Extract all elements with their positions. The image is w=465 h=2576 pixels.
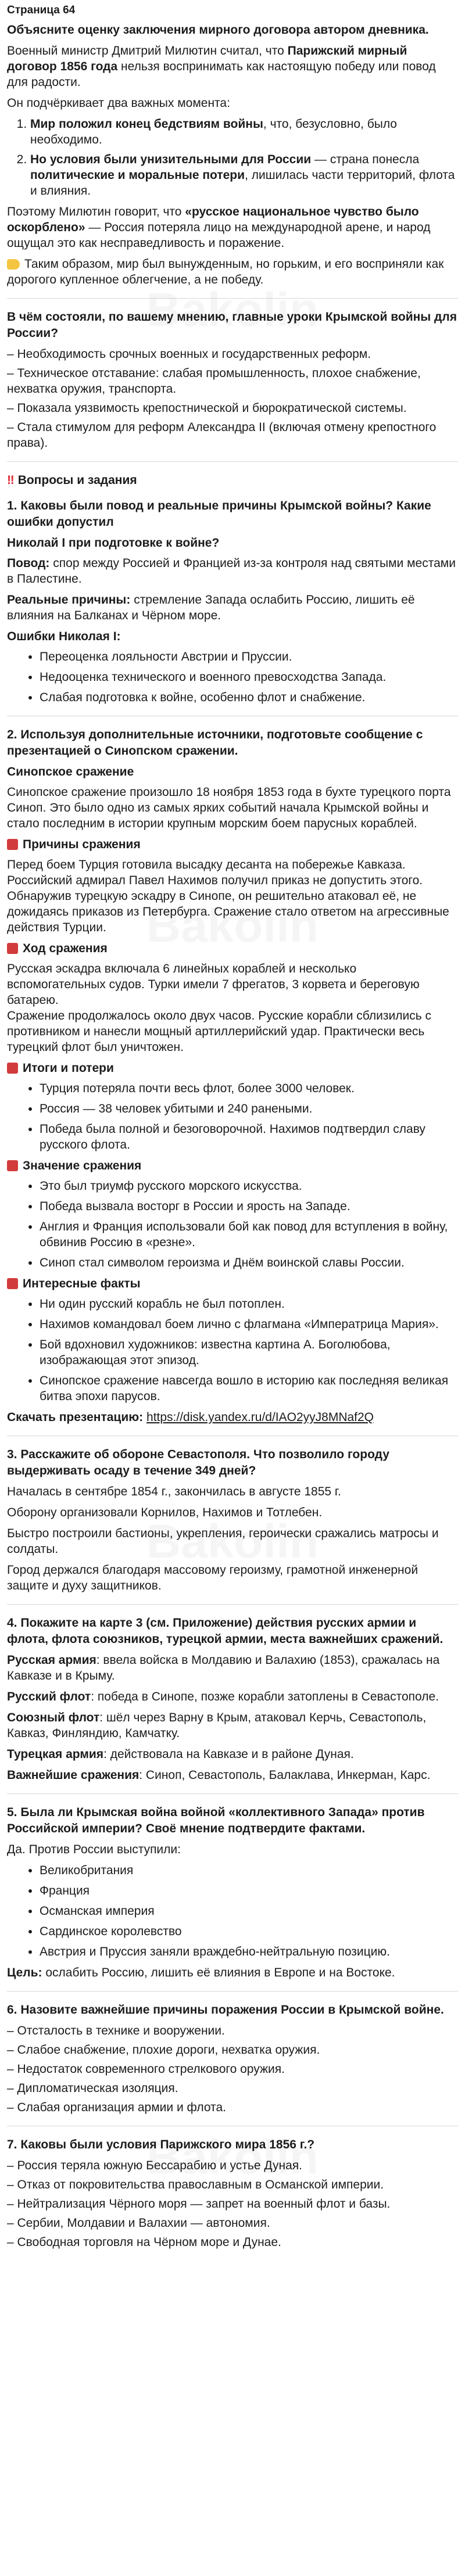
q6-list — [7, 2023, 458, 2115]
q1-heading: 1. Каковы были повод и реальные причины Крымской войны? Какие ошибки допустил — [7, 499, 431, 529]
q4-battles: Важнейшие сражения: Синоп, Севастополь, Балаклава, Инкерман, Карс. — [7, 1768, 431, 1782]
pointing-hand-icon — [7, 259, 20, 270]
q2-meaning-list — [7, 1178, 458, 1271]
q3-paragraph: Оборону организовали Корнилов, Нахимов и Тотлебен. — [7, 1506, 323, 1519]
q1-subheading: Николай I при подготовке к войне? — [7, 536, 220, 550]
red-square-icon — [7, 839, 18, 850]
q5-goal: Цель: ослабить Россию, лишить её влияния в Европе и на Востоке. — [7, 1966, 395, 1979]
q2-subheading: Синопское сражение — [7, 765, 134, 778]
list-item: • Англия и Франция использовали бой как повод для вступления в войну, обвинив Россию в «резне». — [40, 1219, 458, 1250]
list-item: – Слабое снабжение, плохие дороги, нехватка оружия. — [7, 2043, 320, 2057]
red-square-icon — [7, 1063, 18, 1074]
list-item: – Слабая организация армии и флота. — [7, 2101, 226, 2114]
q4-army: Русская армия: ввела войска в Молдавию и Валахию (1853), сражалась на Кавказе и в Крыму. — [7, 1653, 440, 1682]
intro-points — [7, 116, 458, 199]
red-square-icon — [7, 1160, 18, 1171]
q2-causes-heading: Причины сражения — [7, 837, 458, 852]
intro-paragraph-4: Таким образом, мир был вынужденным, но горьким, и его восприняли как дорогого купленное облегчение, а не победу. — [7, 257, 444, 286]
double-exclamation-icon: ‼ — [7, 473, 15, 487]
intro-paragraph-1: Военный министр Дмитрий Милютин считал, что Парижский мирный договор 1856 года нельзя воспринимать как настоящую победу или повод для радости. — [7, 44, 436, 89]
list-item: • Синопское сражение навсегда вошло в историю как последняя великая битва эпохи парусов. — [40, 1373, 458, 1404]
lessons-list — [7, 346, 458, 451]
q3-paragraph: Город держался благодаря массовому героизму, грамотной инженерной защите и духу защитников. — [7, 1563, 419, 1592]
list-item: – Нейтрализация Чёрного моря — запрет на военный флот и базы. — [7, 2197, 391, 2211]
list-item: – Сербии, Молдавии и Валахии — автономия. — [7, 2216, 270, 2230]
list-item: • Великобритания — [40, 1863, 458, 1878]
lessons-heading: В чём состояли, по вашему мнению, главные уроки Крымской войны для России? — [7, 310, 457, 340]
tasks-heading: ‼ Вопросы и задания — [7, 473, 137, 487]
list-item: • Бой вдохновил художников: известна картина А. Боголюбова, изображающая этот эпизод. — [40, 1337, 458, 1368]
list-item: – Отказ от покровительства православным в Османской империи. — [7, 2178, 384, 2191]
list-item: – Россия теряла южную Бессарабию и устье Дуная. — [7, 2159, 303, 2172]
intro-paragraph-3: Поэтому Милютин говорит, что «русское национальное чувство было оскорблено» — Россия потеряла лицо на международной арене, и народ ощущал это как несправедливость и поражение. — [7, 205, 431, 250]
q5-paragraph: Да. Против России выступили: — [7, 1843, 181, 1856]
list-item: • Победа была полной и безоговорочной. Нахимов подтвердил славу русского флота. — [40, 1121, 458, 1153]
divider — [7, 1991, 458, 1992]
intro-heading: Объясните оценку заключения мирного договора автором дневника. — [7, 23, 429, 37]
list-item: – Показала уязвимость крепостнической и бюрократической системы. — [7, 401, 407, 415]
list-item: – Необходимость срочных военных и государственных реформ. — [7, 347, 371, 361]
divider — [7, 298, 458, 299]
q2-download: Скачать презентацию: https://disk.yandex.ru/d/IAO2yyJ8MNaf2Q — [7, 1411, 374, 1424]
q2-paragraph: Синопское сражение произошло 18 ноября 1853 года в бухте турецкого порта Синоп. Это было одно из самых ярких событий начала Крымской войны и стало последним в истории крупным морским боем парусных кораблей. — [7, 785, 451, 830]
q2-course-text-1: Русская эскадра включала 6 линейных кораблей и несколько вспомогательных судов. Турки имели 7 фрегатов, 3 корвета и береговую батарею. — [7, 962, 420, 1007]
list-item: • Франция — [40, 1883, 458, 1899]
list-item: • Переоценка лояльности Австрии и Пруссии. — [40, 649, 458, 665]
list-item: • Победа вызвала восторг в России и ярость на Западе. — [40, 1199, 458, 1214]
q4-heading: 4. Покажите на карте 3 (см. Приложение) действия русских армии и флота, флота союзников, турецкой армии, места важнейших сражений. — [7, 1616, 443, 1646]
list-item: • Синоп стал символом героизма и Днём воинской славы России. — [40, 1255, 458, 1271]
list-item: • Недооценка технического и военного превосходства Запада. — [40, 669, 458, 685]
q2-course-text-2: Сражение продолжалось около двух часов. Русские корабли сблизились с противником и нанесли мощный артиллерийский удар. Практически весь турецкий флот был уничтожен. — [7, 1009, 431, 1054]
q7-list — [7, 2158, 458, 2250]
list-item: – Отсталость в технике и вооружении. — [7, 2024, 225, 2037]
q1-mistakes-list — [7, 649, 458, 705]
list-item: • Ни один русский корабль не был потоплен. — [40, 1296, 458, 1312]
list-item: – Стала стимулом для реформ Александра II (включая отмену крепостного права). — [7, 421, 437, 450]
q2-causes-text: Перед боем Турция готовила высадку десанта на побережье Кавказа. Российский адмирал Павел Нахимов получил приказ не допустить этого. Обнаружив турецкую эскадру в Синопе, он решительно атаковал её, не дожидаясь приказов из Петербурга. Сражение стало ответом на агрессивные действия Турции. — [7, 858, 449, 934]
intro-point: 2. Но условия были унизительными для России — страна понесла политические и моральные потери, лишилась части территорий, флота и влияния. — [30, 152, 458, 199]
list-item: – Дипломатическая изоляция. — [7, 2082, 178, 2095]
q5-heading: 5. Была ли Крымская война войной «коллективного Запада» против Российской империи? Своё мнение подтвердите фактами. — [7, 1806, 425, 1835]
divider — [7, 461, 458, 462]
list-item: • Турция потеряла почти весь флот, более 3000 человек. — [40, 1081, 458, 1096]
q3-paragraph: Быстро построили бастионы, укрепления, героически сражались матросы и солдаты. — [7, 1527, 439, 1556]
list-item: • Австрия и Пруссия заняли враждебно-нейтральную позицию. — [40, 1944, 458, 1960]
intro-point: 1. Мир положил конец бедствиям войны, что, безусловно, было необходимо. — [30, 116, 458, 148]
list-item: – Недостаток современного стрелкового оружия. — [7, 2062, 285, 2076]
q2-facts-list — [7, 1296, 458, 1404]
q4-fleet: Русский флот: победа в Синопе, позже корабли затоплены в Севастополе. — [7, 1690, 439, 1703]
list-item: • Нахимов командовал боем лично с флагмана «Императрица Мария». — [40, 1316, 458, 1332]
q2-results-heading: Итоги и потери — [7, 1060, 458, 1076]
list-item: • Это был триумф русского морского искусства. — [40, 1178, 458, 1194]
divider — [7, 1604, 458, 1605]
list-item: • Слабая подготовка к войне, особенно флот и снабжение. — [40, 690, 458, 705]
q2-course-heading: Ход сражения — [7, 941, 458, 956]
list-item: • Османская империя — [40, 1903, 458, 1919]
list-item: • Сардинское королевство — [40, 1924, 458, 1939]
q2-facts-heading: Интересные факты — [7, 1276, 458, 1291]
q1-reason: Повод: спор между Россией и Францией из-за контроля над святыми местами в Палестине. — [7, 557, 456, 586]
q7-heading: 7. Каковы были условия Парижского мира 1856 г.? — [7, 2138, 315, 2151]
intro-paragraph-2: Он подчёркивает два важных момента: — [7, 96, 230, 110]
q6-heading: 6. Назовите важнейшие причины поражения России в Крымской войне. — [7, 2003, 444, 2017]
q4-allies: Союзный флот: шёл через Варну в Крым, атаковал Керчь, Севастополь, Кавказ, Финляндию, Камчатку. — [7, 1711, 427, 1740]
list-item: – Техническое отставание: слабая промышленность, плохое снабжение, нехватка оружия, транспорта. — [7, 367, 421, 396]
q1-mistakes-label: Ошибки Николая I: — [7, 630, 121, 643]
q3-heading: 3. Расскажите об обороне Севастополя. Что позволило городу выдерживать осаду в течение 349 дней? — [7, 1448, 389, 1477]
q2-meaning-heading: Значение сражения — [7, 1158, 458, 1174]
list-item: • Россия — 38 человек убитыми и 240 ранеными. — [40, 1101, 458, 1117]
page-label: Страница 64 — [7, 4, 76, 16]
red-square-icon — [7, 943, 18, 954]
q2-results-list — [7, 1081, 458, 1153]
q1-real-causes: Реальные причины: стремление Запада ослабить Россию, лишить её влияния на Балканах и Чёрном море. — [7, 593, 415, 622]
q5-list — [7, 1863, 458, 1960]
red-square-icon — [7, 1278, 18, 1289]
q4-turkish-army: Турецкая армия: действовала на Кавказе и в районе Дуная. — [7, 1748, 354, 1761]
list-item: – Свободная торговля на Чёрном море и Дунае. — [7, 2236, 281, 2249]
q3-paragraph: Началась в сентябре 1854 г., закончилась в августе 1855 г. — [7, 1485, 341, 1498]
presentation-link[interactable]: https://disk.yandex.ru/d/IAO2yyJ8MNaf2Q — [146, 1411, 374, 1424]
q2-heading: 2. Используя дополнительные источники, подготовьте сообщение с презентацией о Синопском сражении. — [7, 728, 423, 758]
divider — [7, 1793, 458, 1794]
